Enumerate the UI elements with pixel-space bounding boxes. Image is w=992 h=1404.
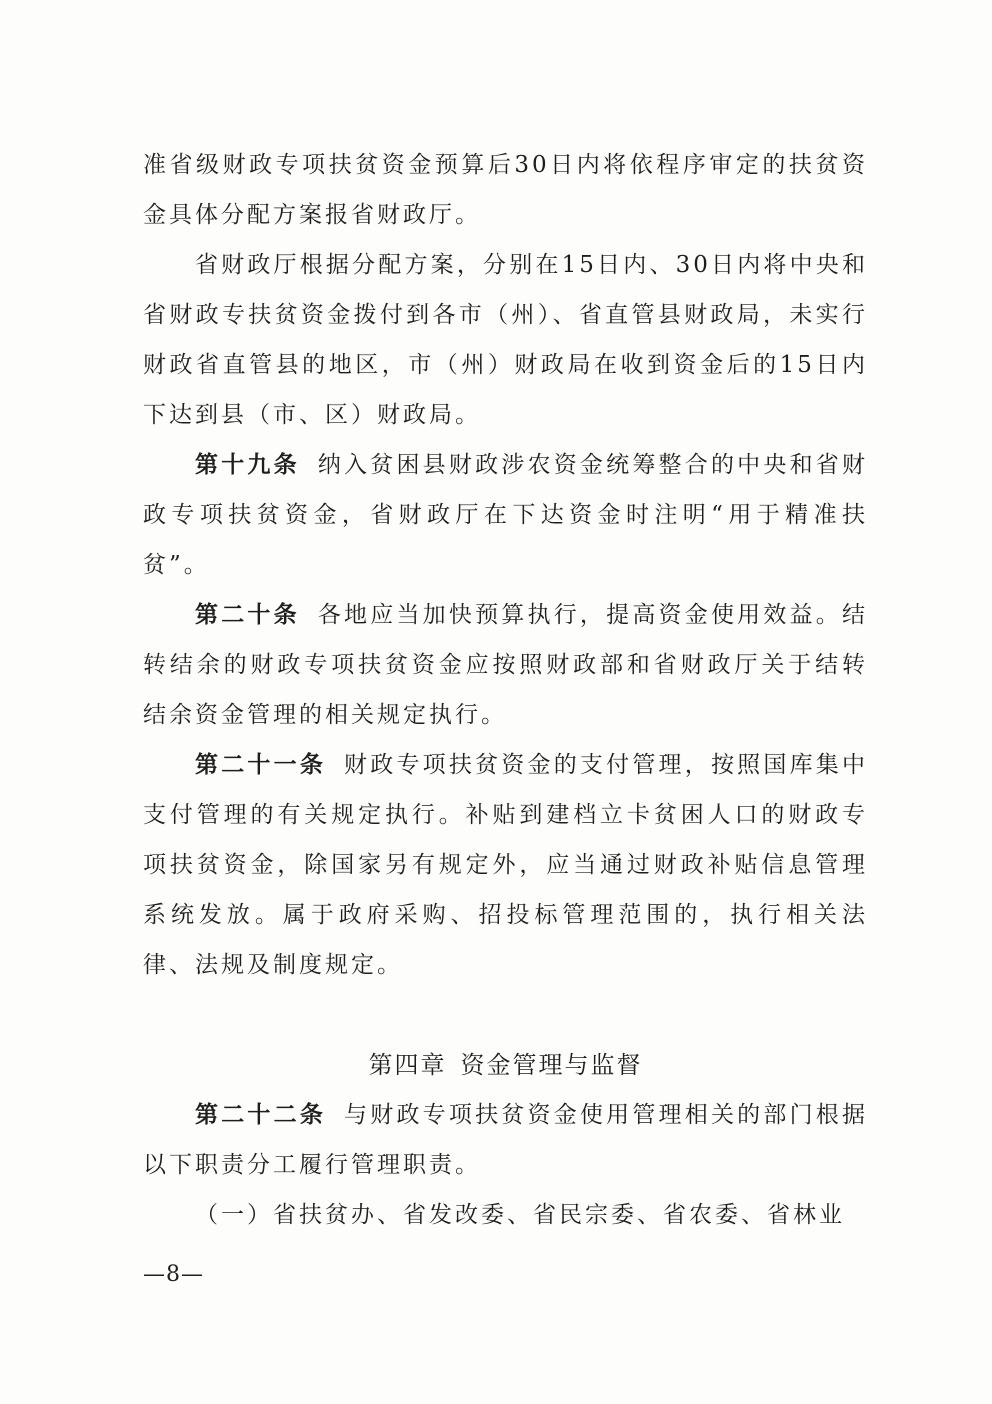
document-body (143, 140, 868, 1240)
article-number: 第十九条 (195, 451, 300, 478)
article-19 (143, 440, 868, 590)
article-number: 第二十一条 (195, 751, 327, 778)
chapter-heading (143, 1040, 868, 1090)
paragraph-text: 省财政厅根据分配方案，分别在15日内、30日内将中央和省财政专扶贫资金拨付到各市（州）、省直管县财政局，未实行财政省直管县的地区，市（州）财政局在收到资金后的15日内下达到县（市、区）财政局。 (143, 252, 868, 428)
paragraph-allocation (143, 240, 868, 440)
article-number: 第二十二条 (195, 1101, 327, 1128)
paragraph-text: （一）省扶贫办、省发改委、省民宗委、省农委、省林业 (195, 1202, 845, 1228)
paragraph-text: 准省级财政专项扶贫资金预算后30日内将依程序审定的扶贫资金具体分配方案报省财政厅。 (143, 152, 868, 228)
paragraph-text: 财政专项扶贫资金的支付管理，按照国库集中支付管理的有关规定执行。补贴到建档立卡贫困人口的财政专项扶贫资金，除国家另有规定外，应当通过财政补贴信息管理系统发放。属于政府采购、招投标管理范围的，执行相关法律、法规及制度规定。 (143, 752, 869, 978)
paragraph-text: 各地应当加快预算执行，提高资金使用效益。结转结余的财政专项扶贫资金应按照财政部和省财政厅关于结转结余资金管理的相关规定执行。 (143, 602, 869, 728)
paragraph-text: 与财政专项扶贫资金使用管理相关的部门根据以下职责分工履行管理职责。 (143, 1102, 869, 1178)
article-number: 第二十条 (195, 601, 300, 628)
page-number: —8— (143, 1262, 204, 1287)
article-20 (143, 590, 868, 740)
chapter-number: 第四章 (368, 1051, 447, 1079)
paragraph-continuation (143, 140, 868, 240)
chapter-title: 资金管理与监督 (460, 1051, 643, 1079)
article-22 (143, 1090, 868, 1190)
article-21 (143, 740, 868, 990)
paragraph-text: 纳入贫困县财政涉农资金统筹整合的中央和省财政专项扶贫资金，省财政厅在下达资金时注明“用于精准扶贫”。 (143, 452, 869, 578)
paragraph-item-1 (143, 1190, 868, 1240)
